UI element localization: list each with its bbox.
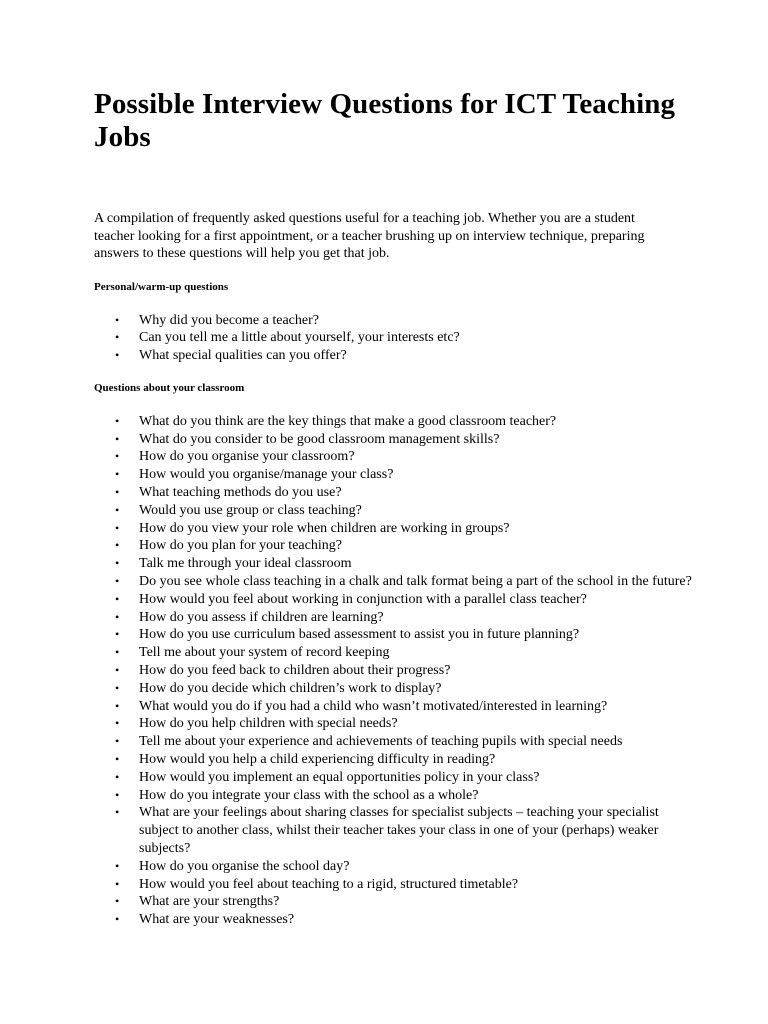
bullet-icon: • <box>115 348 120 363</box>
bullet-icon: • <box>115 591 120 606</box>
bullet-icon: • <box>115 769 120 784</box>
bullet-icon: • <box>115 312 120 327</box>
bullet-icon: • <box>115 502 120 517</box>
question-text: How do you organise the school day? <box>139 858 350 874</box>
section-heading-classroom: Questions about your classroom <box>94 381 245 394</box>
list-item <box>94 893 694 911</box>
list-item <box>94 347 694 365</box>
list-item <box>94 609 694 627</box>
list-item <box>94 484 694 502</box>
question-text: What are your weaknesses? <box>139 912 295 928</box>
list-item <box>94 858 694 876</box>
section-heading-personal: Personal/warm-up questions <box>94 280 229 293</box>
question-text: How do you help children with special needs? <box>139 716 398 732</box>
bullet-icon: • <box>115 330 120 345</box>
bullet-icon: • <box>115 574 120 589</box>
list-item <box>94 413 694 431</box>
list-item <box>94 644 694 662</box>
list-item <box>94 626 694 644</box>
list-item <box>94 787 694 805</box>
question-text: Tell me about your experience and achievements of teaching pupils with special needs <box>139 734 623 750</box>
list-item <box>94 555 694 573</box>
bullet-icon: • <box>115 645 120 660</box>
question-text: How would you organise/manage your class? <box>139 467 394 483</box>
question-text: What are your strengths? <box>139 894 280 910</box>
bullet-icon: • <box>115 752 120 767</box>
question-text: How do you plan for your teaching? <box>139 538 342 554</box>
list-item <box>94 715 694 733</box>
question-text: Would you use group or class teaching? <box>139 502 362 518</box>
bullet-icon: • <box>115 734 120 749</box>
bullet-icon: • <box>115 556 120 571</box>
list-item <box>94 448 694 466</box>
question-text: How do you feed back to children about their progress? <box>139 663 451 679</box>
question-list-personal <box>94 312 694 365</box>
list-item <box>94 680 694 698</box>
list-item <box>94 502 694 520</box>
question-text: How would you help a child experiencing difficulty in reading? <box>139 752 496 768</box>
question-text: How do you view your role when children are working in groups? <box>139 520 510 536</box>
bullet-icon: • <box>115 663 120 678</box>
question-text: How do you assess if children are learning? <box>139 609 384 625</box>
question-text: How do you integrate your class with the school as a whole? <box>139 787 479 803</box>
list-item <box>94 804 694 857</box>
question-text: What special qualities can you offer? <box>139 348 347 364</box>
question-text: How would you feel about working in conjunction with a parallel class teacher? <box>139 591 587 607</box>
question-text: What would you do if you had a child who wasn’t motivated/interested in learning? <box>139 698 608 714</box>
bullet-icon: • <box>115 449 120 464</box>
list-item <box>94 769 694 787</box>
list-item <box>94 698 694 716</box>
bullet-icon: • <box>115 538 120 553</box>
question-text: Can you tell me a little about yourself, your interests etc? <box>139 330 460 346</box>
bullet-icon: • <box>115 627 120 642</box>
question-text: What teaching methods do you use? <box>139 485 342 501</box>
bullet-icon: • <box>115 520 120 535</box>
list-item <box>94 733 694 751</box>
bullet-icon: • <box>115 716 120 731</box>
question-text: What are your feelings about sharing classes for specialist subjects – teaching your specialist subject to another class, whilst their teacher takes your class in one of your (perhaps) weaker subjects? <box>139 805 659 857</box>
list-item <box>94 591 694 609</box>
question-text: How do you organise your classroom? <box>139 449 355 465</box>
bullet-icon: • <box>115 787 120 802</box>
question-text: What do you consider to be good classroom management skills? <box>139 431 500 447</box>
list-item <box>94 876 694 894</box>
list-item <box>94 537 694 555</box>
bullet-icon: • <box>115 467 120 482</box>
list-item <box>94 911 694 929</box>
question-text: How would you feel about teaching to a rigid, structured timetable? <box>139 876 519 892</box>
bullet-icon: • <box>115 680 120 695</box>
list-item <box>94 662 694 680</box>
question-text: Talk me through your ideal classroom <box>139 556 352 572</box>
document-title: Possible Interview Questions for ICT Teaching Jobs <box>94 88 676 153</box>
bullet-icon: • <box>115 698 120 713</box>
bullet-icon: • <box>115 413 120 428</box>
question-text: How do you use curriculum based assessment to assist you in future planning? <box>139 627 580 643</box>
list-item <box>94 466 694 484</box>
bullet-icon: • <box>115 609 120 624</box>
list-item <box>94 573 694 591</box>
list-item <box>94 751 694 769</box>
question-text: How would you implement an equal opportunities policy in your class? <box>139 769 540 785</box>
question-text: Why did you become a teacher? <box>139 312 319 328</box>
question-text: How do you decide which children’s work to display? <box>139 680 442 696</box>
list-item <box>94 312 694 330</box>
bullet-icon: • <box>115 805 120 820</box>
bullet-icon: • <box>115 485 120 500</box>
question-list-classroom <box>94 413 694 929</box>
list-item <box>94 520 694 538</box>
document-page <box>94 88 694 929</box>
intro-paragraph: A compilation of frequently asked questions useful for a teaching job. Whether you are a student teacher looking for a first appointment, or a teacher brushing up on interview technique, preparing answers to these questions will help you get that job. <box>94 211 645 261</box>
list-item <box>94 431 694 449</box>
bullet-icon: • <box>115 876 120 891</box>
bullet-icon: • <box>115 894 120 909</box>
bullet-icon: • <box>115 431 120 446</box>
question-text: Do you see whole class teaching in a chalk and talk format being a part of the school in the future? <box>139 574 692 590</box>
question-text: Tell me about your system of record keeping <box>139 645 390 661</box>
question-text: What do you think are the key things that make a good classroom teacher? <box>139 413 557 429</box>
bullet-icon: • <box>115 858 120 873</box>
bullet-icon: • <box>115 912 120 927</box>
list-item <box>94 329 694 347</box>
